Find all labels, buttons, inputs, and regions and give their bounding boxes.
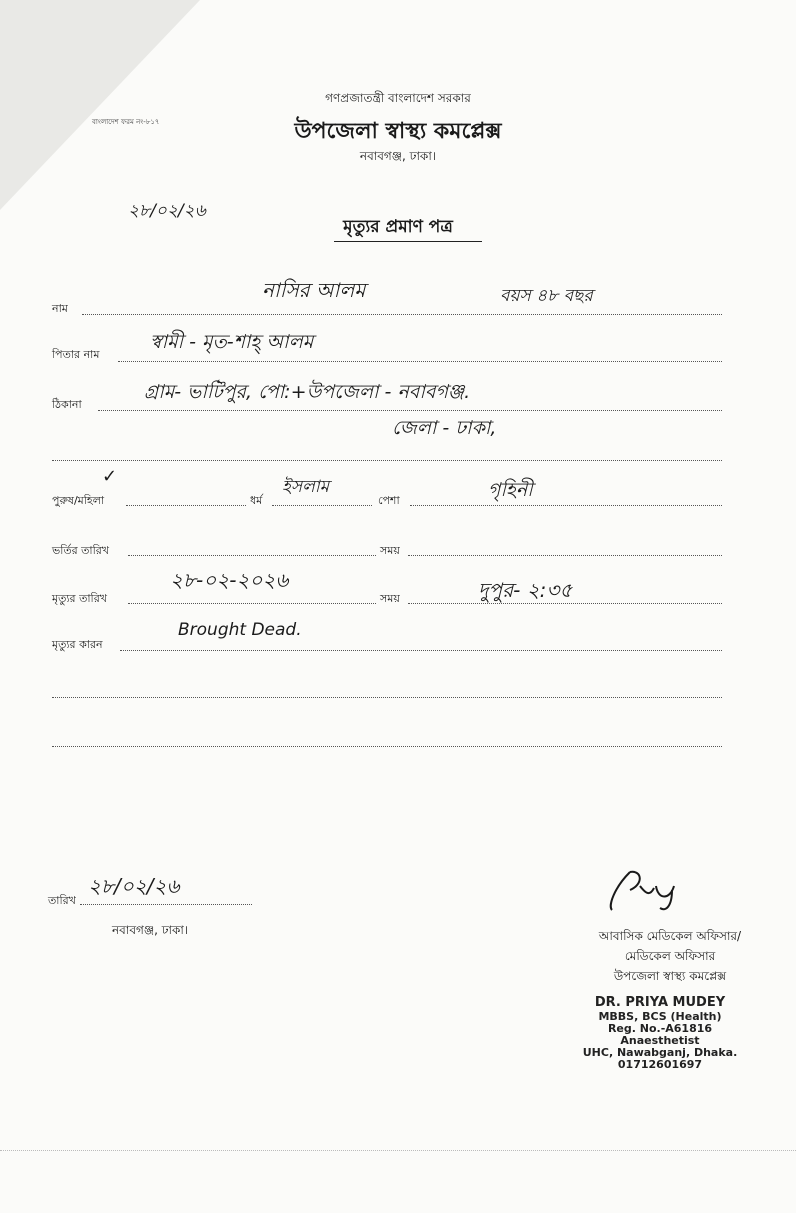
- institution-title: উপজেলা স্বাস্থ্য কমপ্লেক্স: [294, 119, 502, 144]
- name-label: নাম: [52, 302, 68, 315]
- cause-dotted-line-2: [52, 697, 722, 698]
- death-date-label: মৃত্যুর তারিখ: [52, 592, 107, 605]
- footer-date-label: তারিখ: [48, 894, 76, 907]
- occupation-dotted-line: [410, 505, 722, 506]
- address-dotted-line-2: [52, 460, 722, 461]
- stamp-phone: 01712601697: [617, 1058, 703, 1071]
- religion-dotted-line: [272, 505, 372, 506]
- stamp-doctor-name: DR. PRIYA MUDEY: [594, 995, 726, 1010]
- institution-address: নবাবগঞ্জ, ঢাকা।: [359, 149, 437, 163]
- handwritten-top-date: ২৮/০২/২৬: [128, 201, 206, 221]
- admission-date-dotted-line: [128, 555, 376, 556]
- religion-value: ইসলাম: [282, 477, 330, 497]
- admission-time-label: সময়: [380, 544, 400, 557]
- sex-label: পুরুষ/মহিলা: [52, 494, 105, 507]
- stamp-degree: MBBS, BCS (Health): [598, 1010, 722, 1023]
- govt-heading: গণপ্রজাতন্ত্রী বাংলাদেশ সরকার: [325, 91, 471, 105]
- address-line-2: জেলা - ঢাকা,: [392, 417, 497, 439]
- address-dotted-line-1: [98, 410, 722, 411]
- certificate-title: মৃত্যুর প্রমাণ পত্র: [343, 217, 453, 237]
- father-label: পিতার নাম: [52, 348, 100, 361]
- sex-dotted-line: [126, 505, 246, 506]
- admission-time-dotted-line: [408, 555, 722, 556]
- death-date-dotted-line: [128, 603, 376, 604]
- cause-dotted-line-1: [120, 650, 722, 651]
- cause-label: মৃত্যুর কারন: [52, 638, 103, 651]
- name-dotted-line: [82, 314, 722, 315]
- footer-place: নবাবগঞ্জ, ঢাকা।: [112, 923, 189, 937]
- title-underline: [334, 241, 482, 242]
- age-value: বয়স ৪৮ বছর: [500, 286, 593, 306]
- address-label: ঠিকানা: [52, 398, 82, 411]
- death-date-value: ২৮-০২-২০২৬: [170, 568, 289, 592]
- father-value: স্বামী - মৃত-শাহ্ আলম: [150, 331, 314, 353]
- signature: [600, 866, 700, 920]
- death-time-label: সময়: [380, 592, 400, 605]
- stamp-specialty: Anaesthetist: [620, 1034, 700, 1047]
- bottom-edge-dots: [0, 1150, 796, 1151]
- address-line-1: গ্রাম- ভাটিপুর, পো:+উপজেলা - নবাবগঞ্জ.: [144, 381, 471, 403]
- form-number: বাংলাদেশ ফরম নং-৮১৭: [92, 118, 160, 126]
- stamp-reg-no: Reg. No.-A61816: [607, 1022, 713, 1035]
- admission-date-label: ভর্তির তারিখ: [52, 544, 110, 557]
- cause-value: Brought Dead.: [178, 620, 302, 640]
- designation-line-1: আবাসিক মেডিকেল অফিসার/: [598, 929, 742, 943]
- designation-line-2: মেডিকেল অফিসার: [624, 949, 716, 963]
- stamp-location: UHC, Nawabganj, Dhaka.: [582, 1046, 738, 1059]
- occupation-value: গৃহিনী: [488, 479, 533, 501]
- religion-label: ধর্ম: [250, 494, 263, 507]
- designation-line-3: উপজেলা স্বাস্থ্য কমপ্লেক্স: [613, 969, 727, 983]
- name-value: নাসির আলম: [262, 278, 366, 302]
- sex-check-mark: ✓: [102, 466, 118, 487]
- footer-date-value: ২৮/০২/২৬: [88, 874, 180, 898]
- father-dotted-line: [118, 361, 722, 362]
- occupation-label: পেশা: [378, 494, 400, 507]
- cause-dotted-line-3: [52, 746, 722, 747]
- death-time-value: দুপুর- ২:৩৫: [478, 578, 573, 602]
